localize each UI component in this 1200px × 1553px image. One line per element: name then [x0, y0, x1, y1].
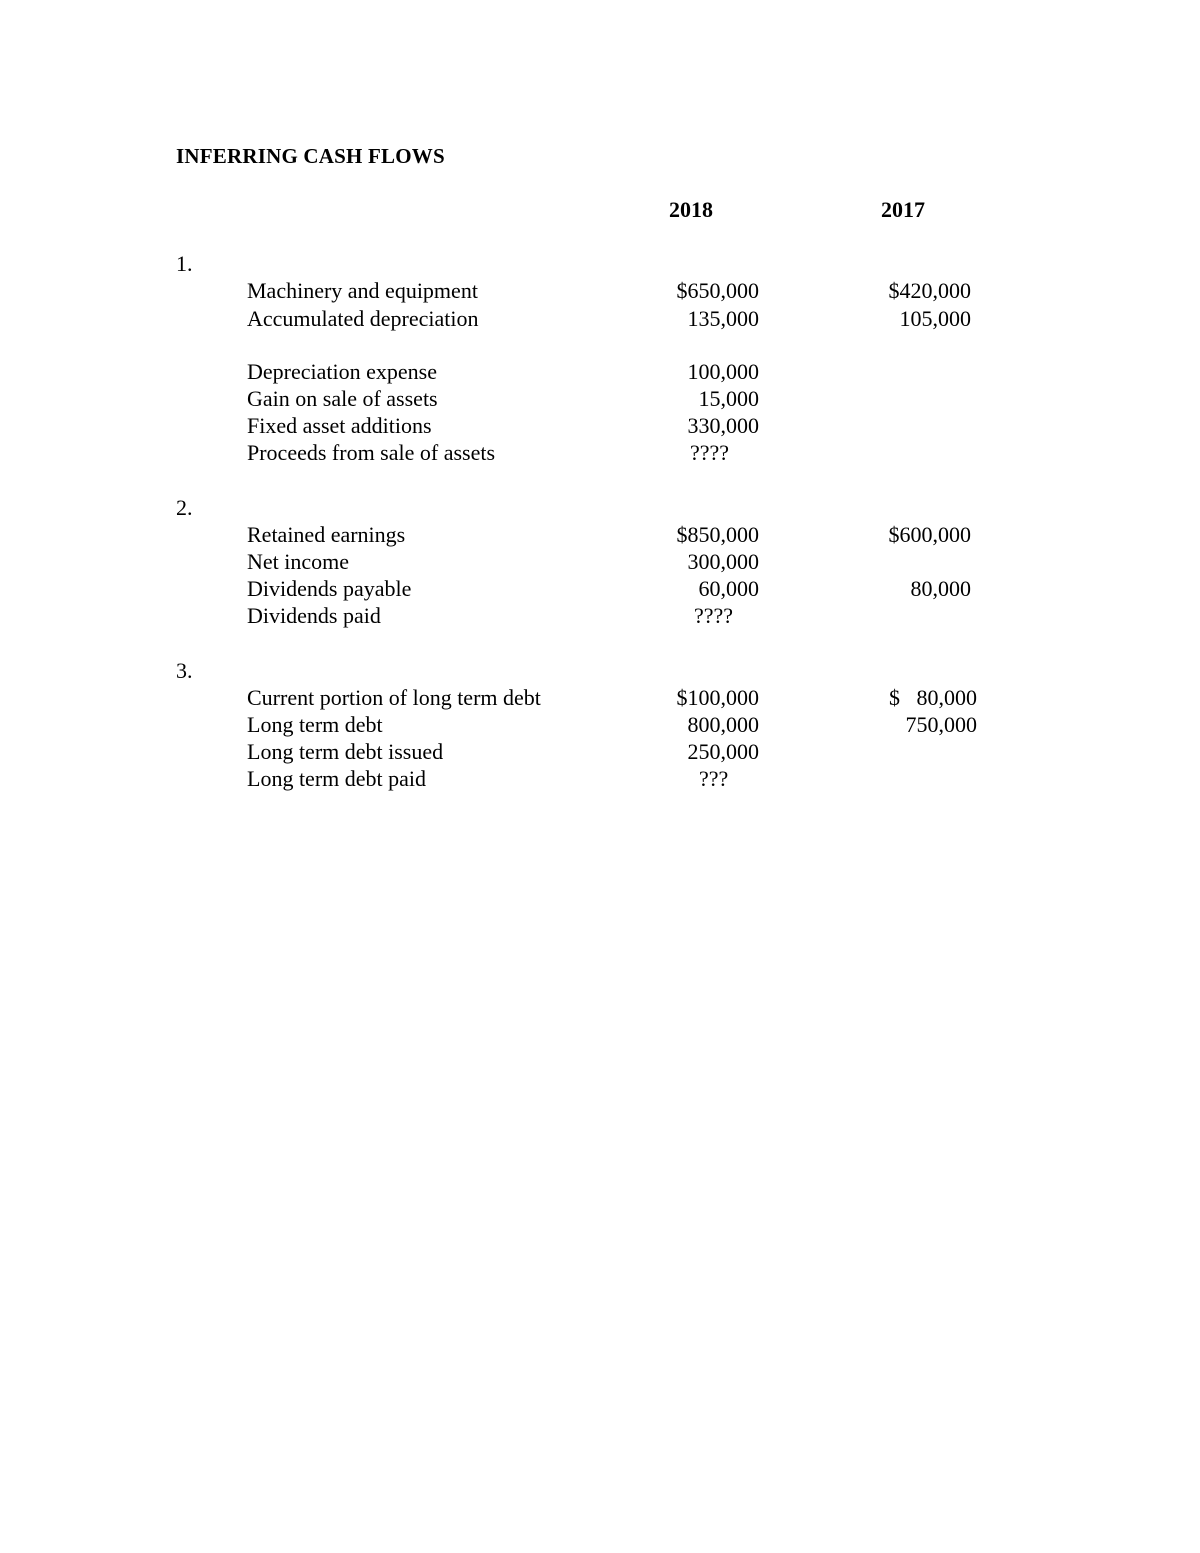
row-value-2017: 750,000 — [905, 712, 977, 737]
section-number: 3. — [176, 658, 193, 683]
row-value-2018: ???? — [694, 603, 734, 628]
page-title: INFERRING CASH FLOWS — [176, 144, 445, 168]
row-label: Long term debt issued — [247, 739, 444, 764]
row-value-2018: $100,000 — [676, 685, 759, 710]
row-value-2018: $650,000 — [676, 278, 759, 303]
row-value-2017: 80,000 — [910, 576, 971, 601]
column-header-2018: 2018 — [669, 197, 713, 222]
row-value-2018: $850,000 — [676, 522, 759, 547]
row-value-2017: $ 80,000 — [889, 685, 977, 710]
column-header-2017: 2017 — [881, 197, 925, 222]
row-label: Accumulated depreciation — [247, 306, 479, 331]
section-number: 2. — [176, 495, 193, 520]
row-value-2018: 60,000 — [698, 576, 759, 601]
row-value-2018: 100,000 — [687, 359, 759, 384]
row-value-2018: 800,000 — [687, 712, 759, 737]
row-label: Gain on sale of assets — [247, 386, 438, 411]
row-label: Depreciation expense — [247, 359, 437, 384]
row-label: Long term debt paid — [247, 766, 427, 791]
row-value-2018: 250,000 — [687, 739, 759, 764]
row-label: Proceeds from sale of assets — [247, 440, 496, 465]
row-value-2018: ???? — [690, 440, 730, 465]
row-label: Machinery and equipment — [247, 278, 478, 303]
row-value-2017: 105,000 — [899, 306, 971, 331]
row-value-2018: 330,000 — [687, 413, 759, 438]
row-label: Fixed asset additions — [247, 413, 432, 438]
row-label: Current portion of long term debt — [247, 685, 541, 710]
row-label: Retained earnings — [247, 522, 406, 547]
row-label: Net income — [247, 549, 350, 574]
row-label: Long term debt — [247, 712, 383, 737]
row-value-2018: 300,000 — [687, 549, 759, 574]
row-label: Dividends paid — [247, 603, 381, 628]
row-value-2018: 15,000 — [698, 386, 759, 411]
row-value-2018: 135,000 — [687, 306, 759, 331]
section-number: 1. — [176, 251, 193, 276]
row-label: Dividends payable — [247, 576, 412, 601]
row-value-2017: $600,000 — [888, 522, 971, 547]
row-value-2017: $420,000 — [888, 278, 971, 303]
row-value-2018: ??? — [699, 766, 729, 791]
